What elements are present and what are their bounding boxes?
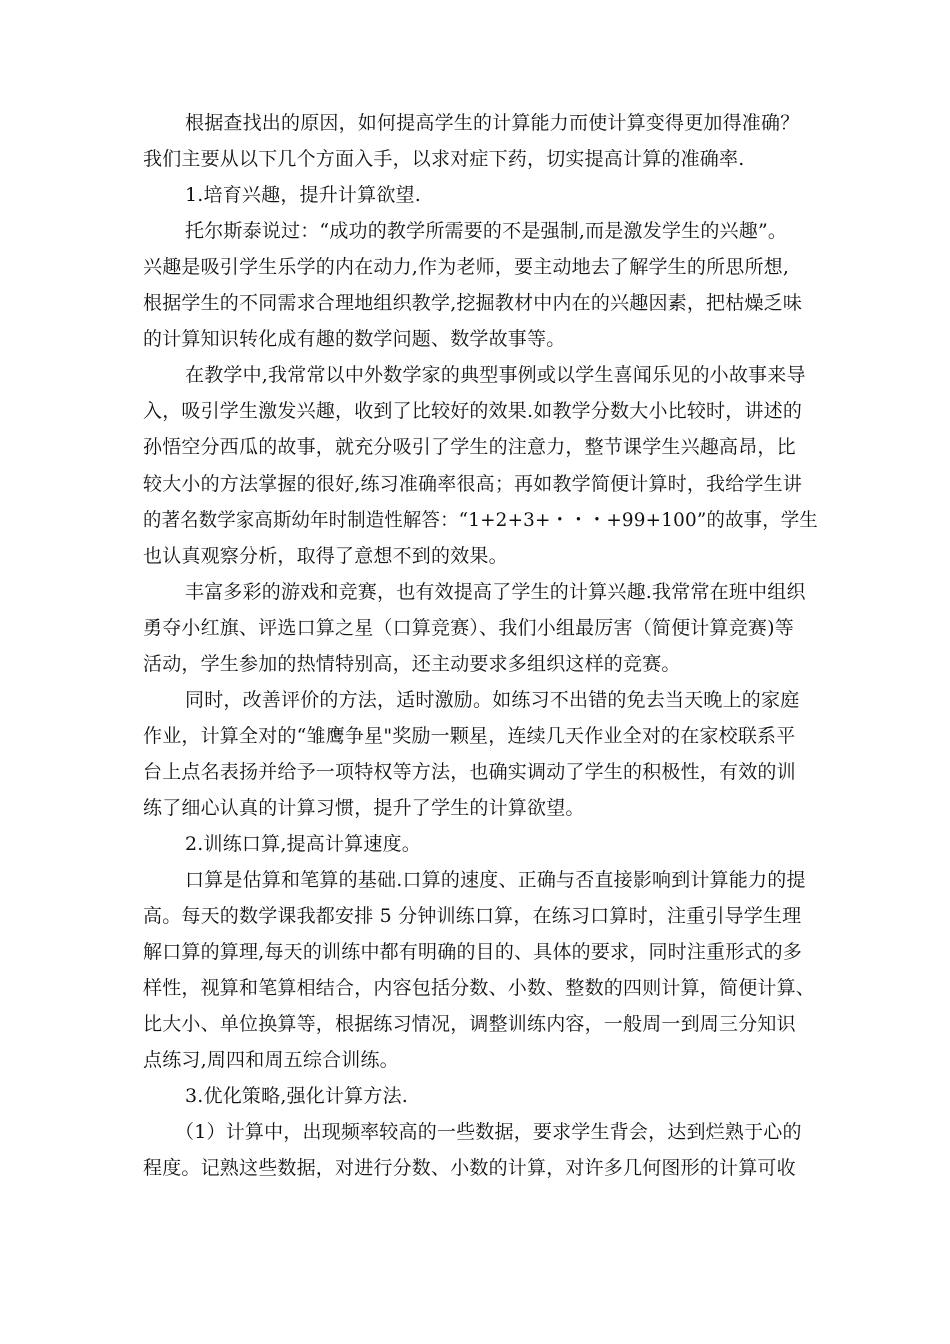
text-line: 程度。记熟这些数据，对进行分数、小数的计算，对许多几何图形的计算可收 xyxy=(143,1157,796,1180)
text-line: 2.训练口算,提高计算速度。 xyxy=(185,833,421,855)
text-line: 根据查找出的原因，如何提高学生的计算能力而使计算变得更加得准确？ xyxy=(185,112,800,134)
text-line: 孙悟空分西瓜的故事，就充分吸引了学生的注意力，整节课学生兴趣高昂，比 xyxy=(143,436,796,459)
text-line: 1.培育兴趣，提升计算欲望. xyxy=(185,184,421,207)
text-line: 兴趣是吸引学生乐学的内在动力,作为老师，要主动地去了解学生的所思所想, xyxy=(143,256,790,279)
text-line: 在教学中,我常常以中外数学家的典型事例或以学生喜闻乐见的小故事来导 xyxy=(185,364,806,387)
text-line: 同时，改善评价的方法，适时激励。如练习不出错的免去当天晚上的家庭 xyxy=(185,688,800,711)
text-line: 作业，计算全对的“雏鹰争星"奖励一颗星，连续几天作业全对的在家校联系平 xyxy=(143,724,796,747)
text-line: 解口算的算理,每天的训练中都有明确的目的、具体的要求，同时注重形式的多 xyxy=(143,941,803,964)
text-line: 较大小的方法掌握的很好,练习准确率很高；再如教学简便计算时，我给学生讲 xyxy=(143,472,803,495)
text-line: 样性，视算和笔算相结合，内容包括分数、小数、整数的四则计算，简便计算、 xyxy=(143,977,816,1000)
text-line: 入，吸引学生激发兴趣，收到了比较好的效果.如教学分数大小比较时，讲述的 xyxy=(143,400,803,423)
text-line: 我们主要从以下几个方面入手，以求对症下药，切实提高计算的准确率. xyxy=(143,148,745,171)
text-line: 根据学生的不同需求合理地组织教学,挖掘教材中内在的兴趣因素，把枯燥乏味 xyxy=(143,292,803,315)
text-line: 口算是估算和笔算的基础.口算的速度、正确与否直接影响到计算能力的提 xyxy=(185,869,806,891)
text-line: 活动，学生参加的热情特别高，还主动要求多组织这样的竞赛。 xyxy=(143,652,681,675)
text-line: 托尔斯泰说过：“成功的教学所需要的不是强制,而是激发学生的兴趣”。 xyxy=(185,220,788,243)
text-line: 的计算知识转化成有趣的数学问题、数学故事等。 xyxy=(143,328,566,351)
text-line: 勇夺小红旗、评选口算之星（口算竞赛）、我们小组最厉害（简便计算竞赛)等 xyxy=(143,616,794,639)
text-line: 也认真观察分析，取得了意想不到的效果。 xyxy=(143,544,508,567)
text-line: 练了细心认真的计算习惯，提升了学生的计算欲望。 xyxy=(143,796,585,819)
text-line: 高。每天的数学课我都安排 5 分钟训练口算，在练习口算时，注重引导学生理 xyxy=(143,905,802,928)
text-line: 台上点名表扬并给予一项特权等方法，也确实调动了学生的积极性，有效的训 xyxy=(143,760,796,783)
text-line: 的著名数学家高斯幼年时制造性解答：“1+2+3+・・・+99+100”的故事，学生 xyxy=(143,508,818,531)
text-line: （1）计算中，出现频率较高的一些数据，要求学生背会，达到烂熟于心的 xyxy=(175,1121,802,1144)
text-line: 3.优化策略,强化计算方法. xyxy=(185,1085,409,1108)
text-line: 丰富多彩的游戏和竞赛，也有效提高了学生的计算兴趣.我常常在班中组织 xyxy=(185,580,806,603)
text-line: 点练习,周四和周五综合训练。 xyxy=(143,1049,399,1072)
text-line: 比大小、单位换算等，根据练习情况，调整训练内容，一般周一到周三分知识 xyxy=(143,1013,796,1036)
